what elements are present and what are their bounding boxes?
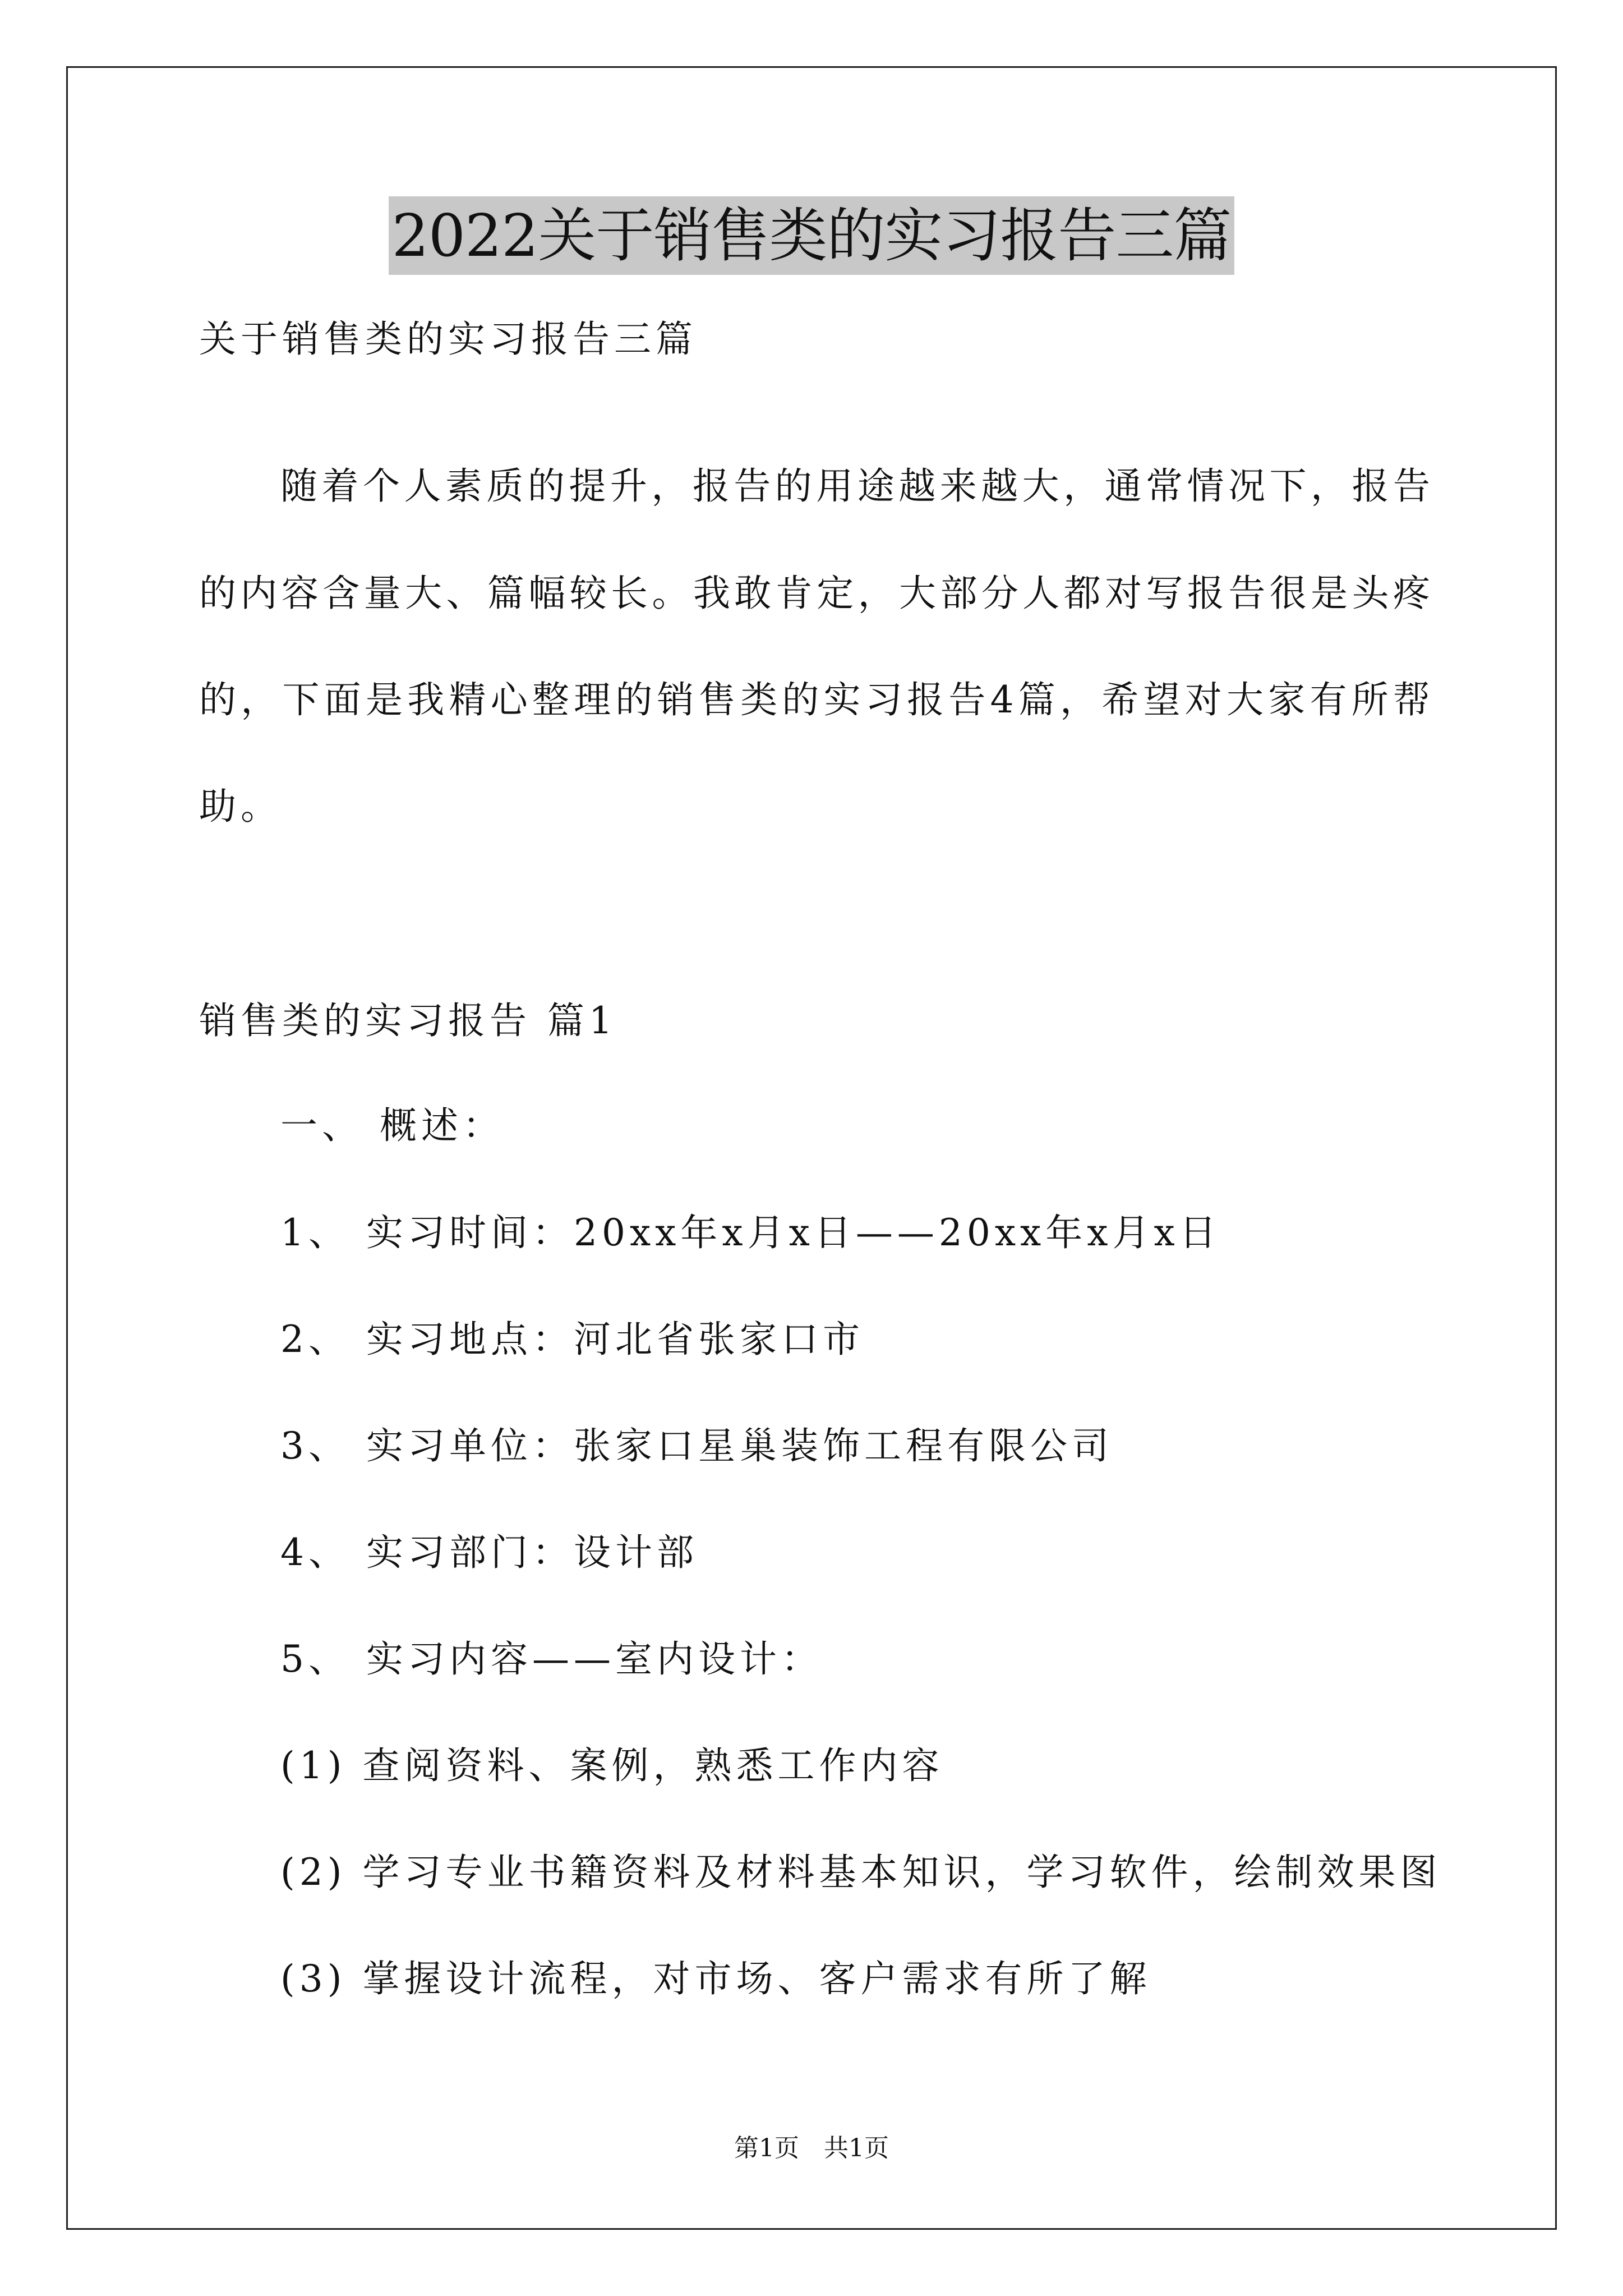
list-item: 4、 实习部门：设计部 xyxy=(280,1531,698,1574)
document-title: 2022关于销售类的实习报告三篇 xyxy=(389,196,1235,275)
intro-line-1: 随着个人素质的提升，报告的用途越来越大，通常情况下，报告 xyxy=(280,464,1430,508)
list-item: 2、 实习地点：河北省张家口市 xyxy=(280,1318,864,1361)
title-container xyxy=(0,196,1623,275)
list-item: 3、 实习单位：张家口星巢装饰工程有限公司 xyxy=(280,1424,1113,1467)
sub-list-item: (1) 查阅资料、案例，熟悉工作内容 xyxy=(280,1744,944,1787)
sub-list-item: (3) 掌握设计流程，对市场、客户需求有所了解 xyxy=(280,1957,1151,2000)
page-footer: 第1页 共1页 xyxy=(734,2134,889,2162)
section-heading: 销售类的实习报告 篇1 xyxy=(199,999,617,1042)
list-item: 5、 实习内容——室内设计： xyxy=(280,1637,823,1681)
intro-line-3: 的，下面是我精心整理的销售类的实习报告4篇，希望对大家有所帮 xyxy=(199,678,1430,721)
document-subtitle: 关于销售类的实习报告三篇 xyxy=(199,318,697,361)
intro-line-2: 的内容含量大、篇幅较长。我敢肯定，大部分人都对写报告很是头疼 xyxy=(199,572,1430,615)
intro-line-4: 助。 xyxy=(199,785,282,828)
sub-list-item: (2) 学习专业书籍资料及材料基本知识，学习软件，绘制效果图 xyxy=(280,1851,1442,1894)
outline-heading: 一、 概述： xyxy=(280,1104,504,1147)
list-item: 1、 实习时间：20xx年x月x日——20xx年x月x日 xyxy=(280,1211,1221,1254)
